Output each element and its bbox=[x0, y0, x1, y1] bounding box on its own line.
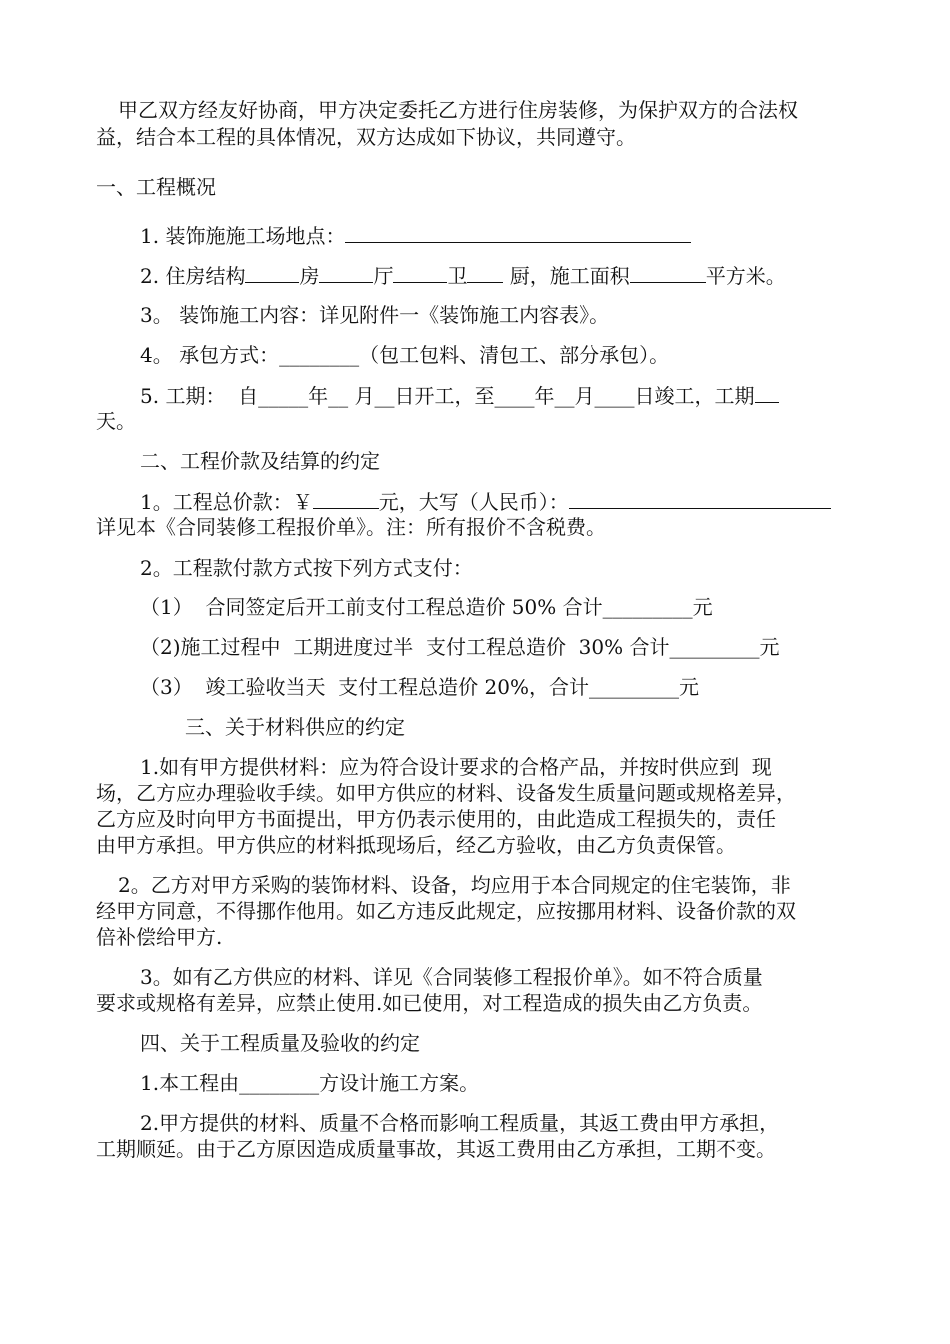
payment-item-3: （3） 竣工验收当天 支付工程总造价 20%，合计_________元 bbox=[140, 675, 699, 699]
payment-item-2: （2)施工过程中 工期进度过半 支付工程总造价 30% 合计_________元 bbox=[140, 635, 780, 659]
blank bbox=[630, 262, 706, 283]
room-label: 房 bbox=[299, 264, 320, 288]
housing-structure-label: 2. 住房结构 bbox=[140, 264, 246, 288]
housing-structure-line bbox=[140, 262, 786, 289]
blank bbox=[569, 488, 831, 509]
payment-method-line: 2。工程款付款方式按下列方式支付： bbox=[140, 556, 473, 580]
blank bbox=[467, 262, 503, 283]
blank bbox=[393, 262, 447, 283]
total-price-note: 详见本《合同装修工程报价单》。注：所有报价不含税费。 bbox=[96, 515, 606, 539]
site-location-blank bbox=[345, 222, 691, 243]
hall-label: 厅 bbox=[373, 264, 394, 288]
schedule-line-2: 天。 bbox=[96, 409, 136, 433]
section-2-heading: 二、工程价款及结算的约定 bbox=[140, 449, 380, 473]
materials-p2-line-2: 经甲方同意，不得挪作他用。如乙方违反此规定，应按挪用材料、设备价款的双 bbox=[96, 899, 796, 923]
quality-p2-line-1: 2.甲方提供的材料、质量不合格而影响工程质量，其返工费由甲方承担， bbox=[140, 1111, 780, 1135]
materials-p2-line-3: 倍补偿给甲方. bbox=[96, 925, 223, 949]
section-3-heading: 三、关于材料供应的约定 bbox=[185, 715, 405, 739]
schedule-line-1 bbox=[140, 382, 779, 409]
site-location-line bbox=[140, 222, 691, 249]
area-unit: 平方米。 bbox=[705, 264, 786, 288]
intro-line-1: 甲乙双方经友好协商，甲方决定委托乙方进行住房装修，为保护双方的合法权 bbox=[118, 98, 798, 122]
quality-p2-line-2: 工期顺延。由于乙方原因造成质量事故，其返工费用由乙方承担，工期不变。 bbox=[96, 1137, 776, 1161]
blank bbox=[319, 262, 373, 283]
total-price-label: 1。工程总价款：￥ bbox=[140, 490, 313, 514]
blank bbox=[313, 488, 379, 509]
materials-p3-line-1: 3。如有乙方供应的材料、详见《合同装修工程报价单》。如不符合质量 bbox=[140, 965, 763, 989]
intro-line-2: 益，结合本工程的具体情况，双方达成如下协议，共同遵守。 bbox=[96, 125, 636, 149]
materials-p1-line-1: 1.如有甲方提供材料：应为符合设计要求的合格产品，并按时供应到 现 bbox=[140, 755, 772, 779]
materials-p1-line-3: 乙方应及时向甲方书面提出，甲方仍表示使用的，由此造成工程损失的，责任 bbox=[96, 807, 776, 831]
kitchen-area-label: 厨，施工面积 bbox=[503, 264, 630, 288]
total-price-line bbox=[140, 488, 831, 515]
payment-item-1: （1） 合同签定后开工前支付工程总造价 50% 合计_________元 bbox=[140, 595, 713, 619]
total-price-words-label: 元，大写（人民币）： bbox=[378, 490, 569, 514]
materials-p3-line-2: 要求或规格有差异，应禁止使用.如已使用，对工程造成的损失由乙方负责。 bbox=[96, 991, 763, 1015]
contract-mode-line: 4。 承包方式：________（包工包料、清包工、部分承包）。 bbox=[140, 343, 670, 367]
section-4-heading: 四、关于工程质量及验收的约定 bbox=[140, 1031, 420, 1055]
section-1-heading: 一、工程概况 bbox=[96, 175, 216, 199]
materials-p1-line-2: 场，乙方应办理验收手续。如甲方供应的材料、设备发生质量问题或规格差异， bbox=[96, 781, 796, 805]
bath-label: 卫 bbox=[447, 264, 468, 288]
site-location-label: 1. 装饰施施工场地点： bbox=[140, 224, 346, 248]
decoration-content-line: 3。 装饰施工内容：详见附件一《装饰施工内容表》。 bbox=[140, 303, 610, 327]
blank bbox=[245, 262, 299, 283]
blank bbox=[755, 382, 779, 403]
materials-p1-line-4: 由甲方承担。甲方供应的材料抵现场后，经乙方验收，由乙方负责保管。 bbox=[96, 833, 736, 857]
quality-p1: 1.本工程由________方设计施工方案。 bbox=[140, 1071, 480, 1095]
materials-p2-line-1: 2。乙方对甲方采购的装饰材料、设备，均应用于本合同规定的住宅装饰，非 bbox=[118, 873, 791, 897]
schedule-text: 5. 工期： 自_____年__ 月__日开工，至____年__月____日竣工，工期 bbox=[140, 384, 755, 408]
